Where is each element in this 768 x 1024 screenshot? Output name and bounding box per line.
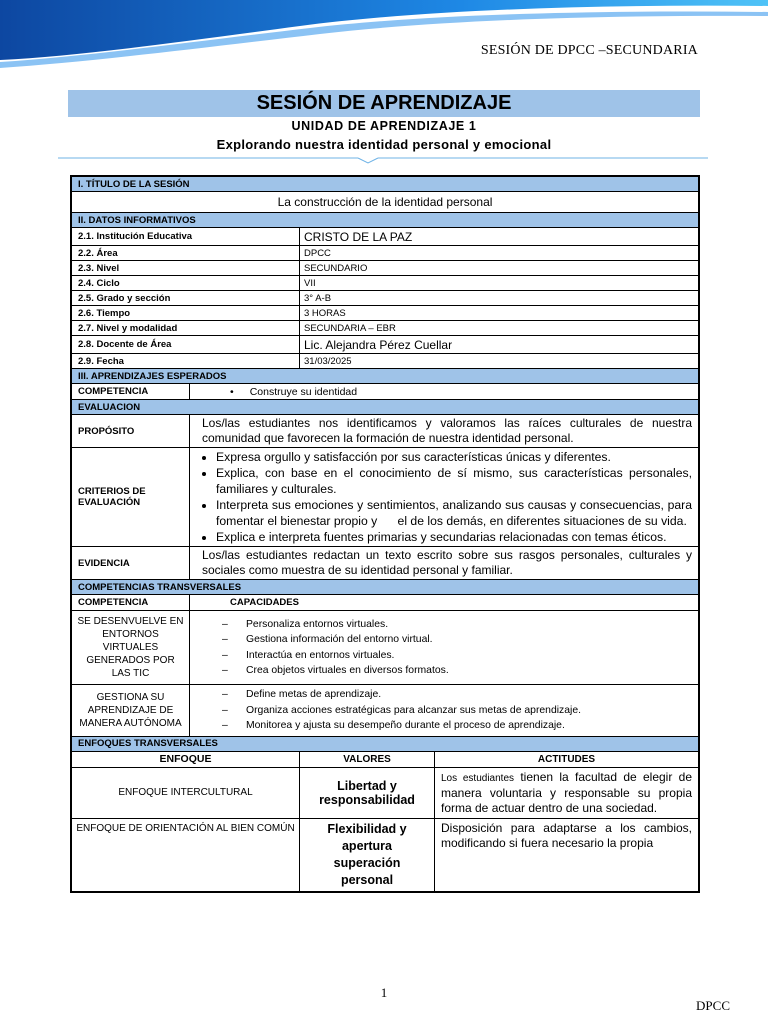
datos-value: DPCC	[300, 246, 699, 261]
section-titulo-header: I. TÍTULO DE LA SESIÓN	[72, 177, 699, 192]
datos-label: 2.8. Docente de Área	[72, 336, 300, 354]
section-datos-header: II. DATOS INFORMATIVOS	[72, 213, 699, 228]
capacidades-list	[194, 617, 694, 679]
session-document-table	[70, 175, 700, 893]
proposito-label: PROPÓSITO	[72, 415, 190, 448]
datos-label: 2.4. Ciclo	[72, 276, 300, 291]
datos-label: 2.7. Nivel y modalidad	[72, 321, 300, 336]
enfoque-valores: Libertad y responsabilidad	[300, 767, 435, 818]
datos-value: VII	[300, 276, 699, 291]
datos-value: 3° A-B	[300, 291, 699, 306]
datos-label: 2.5. Grado y sección	[72, 291, 300, 306]
transversales-header: COMPETENCIAS TRANSVERSALES	[72, 580, 699, 595]
evaluacion-header: EVALUACION	[72, 400, 699, 415]
enfoque-name: ENFOQUE DE ORIENTACIÓN AL BIEN COMÚN	[72, 818, 300, 891]
capacidad-item: – Interactúa en entornos virtuales.	[246, 648, 694, 664]
col-capacidades-header: CAPACIDADES	[190, 595, 699, 611]
datos-label: 2.9. Fecha	[72, 354, 300, 369]
criterio-item: • Interpreta sus emociones y sentimientos, analizando sus causas y consecuencias, para fomentar el bienestar propio y el de los demás, en diferentes situaciones de su vida.	[216, 497, 692, 529]
unit-title: Explorando nuestra identidad personal y emocional	[216, 137, 552, 152]
datos-label: 2.1. Institución Educativa	[72, 228, 300, 246]
capacidad-item: – Personaliza entornos virtuales.	[246, 617, 694, 633]
capacidad-item: – Monitorea y ajusta su desempeño durante el proceso de aprendizaje.	[246, 718, 694, 734]
actitudes-prefix: Los estudiantes	[441, 772, 515, 784]
header-session-label: SESIÓN DE DPCC –SECUNDARIA	[480, 43, 698, 58]
header-wave-decoration	[0, 0, 768, 70]
capacidad-item: – Gestiona información del entorno virtual.	[246, 632, 694, 648]
evidencia-text: Los/las estudiantes redactan un texto escrito sobre sus rasgos personales, culturales y sociales como muestra de su identidad personal y familiar.	[190, 547, 699, 580]
page-number: 1	[380, 985, 388, 1000]
col-actitudes-header: ACTITUDES	[435, 751, 699, 767]
capacidad-item: – Define metas de aprendizaje.	[246, 687, 694, 703]
title-separator-line	[58, 154, 708, 164]
proposito-text: Los/las estudiantes nos identificamos y valoramos las raíces culturales de nuestra comunidad que favorecen la formación de nuestra identidad personal.	[190, 415, 699, 448]
evidencia-label: EVIDENCIA	[72, 547, 190, 580]
datos-value: 3 HORAS	[300, 306, 699, 321]
criterio-item: • Explica e interpreta fuentes primarias y secundarias relacionadas con temas éticos.	[216, 529, 692, 545]
col-valores-header: VALORES	[300, 751, 435, 767]
competencia-label: COMPETENCIA	[72, 384, 190, 400]
datos-value: CRISTO DE LA PAZ	[300, 228, 699, 246]
datos-value: 31/03/2025	[300, 354, 699, 369]
datos-value: Lic. Alejandra Pérez Cuellar	[300, 336, 699, 354]
transversal-competencia: GESTIONA SU APRENDIZAJE DE MANERA AUTÓNOMA	[72, 685, 190, 737]
datos-label: 2.6. Tiempo	[72, 306, 300, 321]
criterios-label: CRITERIOS DE EVALUACIÓN	[72, 448, 190, 547]
datos-label: 2.3. Nivel	[72, 261, 300, 276]
unit-label: UNIDAD DE APRENDIZAJE 1	[291, 119, 477, 133]
enfoques-header: ENFOQUES TRANSVERSALES	[72, 736, 699, 751]
enfoque-name: ENFOQUE INTERCULTURAL	[72, 767, 300, 818]
section-aprendizajes-header: III. APRENDIZAJES ESPERADOS	[72, 369, 699, 384]
footer-area-label: DPCC	[696, 998, 730, 1013]
enfoque-valores: Flexibilidad y apertura superación personal	[300, 818, 435, 891]
criterio-item: • Expresa orgullo y satisfacción por sus características únicas y diferentes.	[216, 449, 692, 465]
capacidad-item: – Crea objetos virtuales en diversos formatos.	[246, 663, 694, 679]
criterio-item: • Explica, con base en el conocimiento de sí mismo, sus características personales, familiares y culturales.	[216, 465, 692, 497]
transversal-competencia: SE DESENVUELVE EN ENTORNOS VIRTUALES GENERADOS POR LAS TIC	[72, 611, 190, 685]
capacidades-list	[194, 687, 694, 734]
page-title: SESIÓN DE APRENDIZAJE	[68, 90, 700, 117]
actitudes-text: tienen la facultad de elegir de manera voluntaria y responsable su propia forma de actuar dentro de una sociedad.	[441, 769, 692, 815]
enfoque-actitudes: Disposición para adaptarse a los cambios, modificando si fuera necesario la propia	[435, 818, 699, 891]
datos-value: SECUNDARIO	[300, 261, 699, 276]
col-enfoque-header: ENFOQUE	[72, 751, 300, 767]
capacidad-item: – Organiza acciones estratégicas para alcanzar sus metas de aprendizaje.	[246, 703, 694, 719]
session-title-value: La construcción de la identidad personal	[72, 192, 699, 213]
competencia-value: • Construye su identidad	[190, 384, 699, 400]
datos-value: SECUNDARIA – EBR	[300, 321, 699, 336]
criterios-list	[190, 449, 696, 545]
enfoque-actitudes	[435, 767, 699, 818]
col-competencia-header: COMPETENCIA	[72, 595, 190, 611]
datos-label: 2.2. Área	[72, 246, 300, 261]
